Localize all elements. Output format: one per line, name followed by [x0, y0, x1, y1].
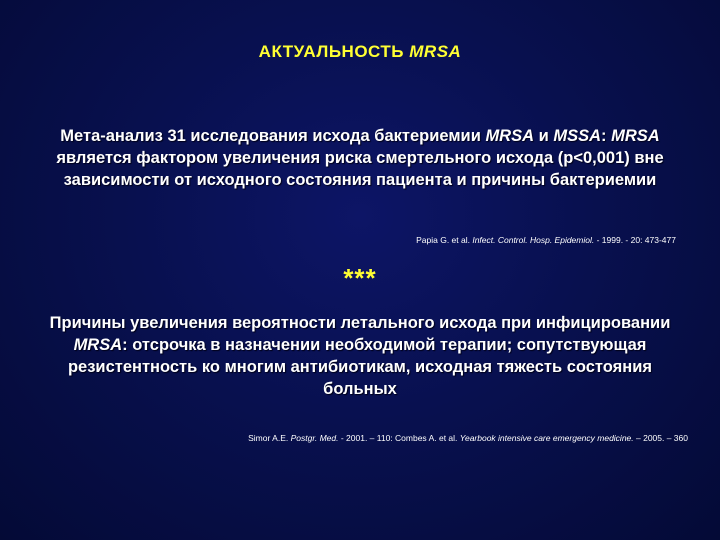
ref2-authors: Simor A.E. [248, 433, 291, 443]
para1-em1: MRSA [485, 127, 535, 145]
separator-stars: *** [343, 263, 377, 293]
ref1-details: - 1999. - 20: 473-477 [594, 235, 676, 245]
ref2-journal1: Postgr. Med. [290, 433, 339, 443]
para1-part4: является фактором увеличения риска смертельного исхода (р<0,001) вне зависимости от исходного состояния пациента и причины бактериемии [56, 149, 664, 189]
para2-em1: MRSA [73, 336, 123, 354]
ref2-details2: – 2005. – 360 [633, 433, 688, 443]
reference-2 [188, 432, 688, 444]
ref1-journal: Infect. Control. Hosp. Epidemiol. [472, 235, 595, 245]
ref2-details1: - 2001. – 110: Combes A. et al. [338, 433, 460, 443]
para1-part1: Мета-анализ 31 исследования исхода бактериемии [60, 127, 486, 145]
ref1-authors: Papia G. et al. [416, 235, 473, 245]
paragraph-causes [40, 312, 680, 400]
reference-1 [276, 234, 676, 246]
para1-em3: MRSA [611, 127, 660, 145]
ref2-journal2: Yearbook intensive care emergency medicine. [459, 433, 634, 443]
title-text: АКТУАЛЬНОСТЬ [258, 42, 410, 61]
para1-part2: и [534, 127, 554, 145]
para2-part1: Причины увеличения вероятности летального исхода при инфицировании [49, 314, 671, 332]
para1-em2: MSSA [553, 127, 602, 145]
para1-part3: : [601, 127, 612, 145]
slide-title [0, 42, 720, 62]
title-emphasis: MRSA [409, 42, 462, 61]
para2-part2: : отсрочка в назначении необходимой терапии; сопутствующая резистентность ко многим антибиотикам, исходная тяжесть состояния больных [67, 336, 653, 398]
paragraph-meta-analysis [30, 125, 690, 191]
